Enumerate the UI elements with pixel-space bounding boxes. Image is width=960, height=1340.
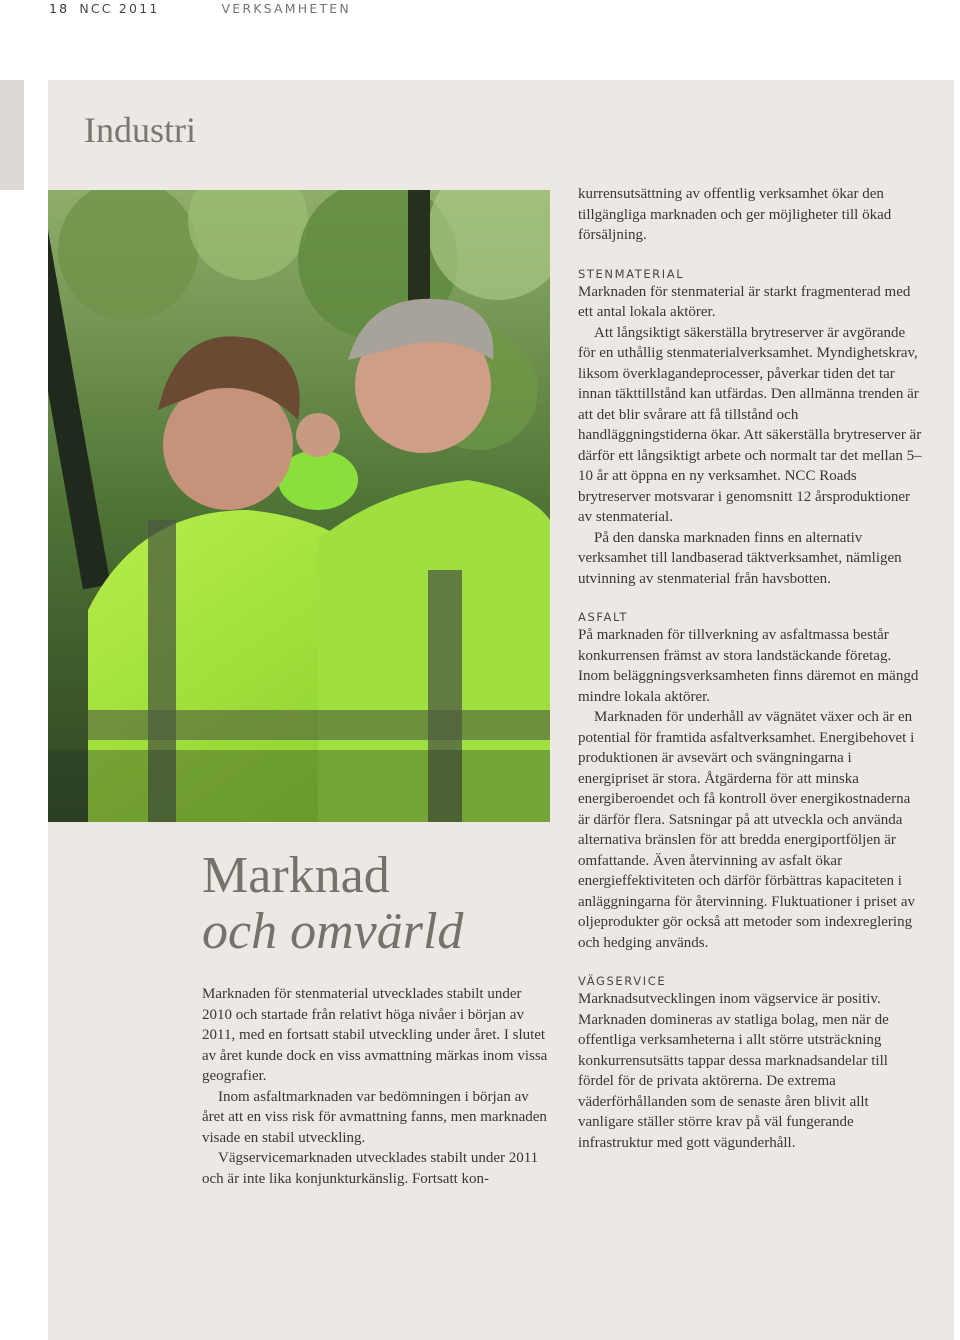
subheading-vagservice: VÄGSERVICE xyxy=(578,974,667,988)
asfalt-section xyxy=(578,609,923,953)
intro-paragraph: Marknaden för stenmaterial utvecklades stabilt under 2010 och startade från relativt höga nivåer i början av 2011, med en fortsatt stabil utveckling under året. I slutet av året kunde dock en viss avmattning märkas inom vissa geografier. xyxy=(202,986,548,1084)
page-header xyxy=(49,0,351,16)
subheading-stenmaterial: STENMATERIAL xyxy=(578,266,685,281)
publication-name: NCC 2011 xyxy=(79,0,160,16)
section-paragraph: På den danska marknaden finns en alternativ verksamhet till landbaserad täktverksamhet, nämligen utvinning av stenmaterial från havsbotten. xyxy=(578,529,902,587)
continuation-paragraph: kurrensutsättning av offentlig verksamhet ökar den tillgängliga marknaden och ger möjligheter till ökad försäljning. xyxy=(578,186,892,243)
section-paragraph: Marknaden för stenmaterial är starkt fragmenterad med ett antal lokala aktörer. xyxy=(578,283,911,320)
subheading-asfalt: ASFALT xyxy=(578,610,629,624)
vagservice-section xyxy=(578,973,923,1153)
stenmaterial-section xyxy=(578,266,923,590)
intro-block xyxy=(202,848,552,1189)
feature-title-line-1: Marknad xyxy=(202,847,390,904)
intro-text xyxy=(202,984,552,1189)
intro-paragraph: Vägservicemarknaden utvecklades stabilt under 2011 och är inte lika konjunkturkänslig. Fortsatt kon- xyxy=(202,1150,539,1187)
section-name: VERKSAMHETEN xyxy=(221,0,351,16)
section-paragraph: Marknadsutvecklingen inom vägservice är positiv. Marknaden domineras av statliga bolag, men när de offentliga verksamheterna i allt större utsträckning konkurrensutsätts tappar dessa marknadsandelar till fördel för de privata aktörerna. De extrema väderförhållanden som de senaste åren blivit allt vanligare ställer större krav på väl fungerande infrastruktur med gott vägunderhåll. xyxy=(578,991,889,1151)
right-column xyxy=(578,184,923,1173)
photo-two-workers-in-hi-vis-icon xyxy=(48,190,550,822)
section-paragraph: På marknaden för tillverkning av asfaltmassa består konkurrensen främst av stora landstäckande företag. Inom beläggningsverksamheten finns däremot en mängd mindre lokala aktörer. xyxy=(578,627,919,705)
continuation-block xyxy=(578,184,923,246)
intro-paragraph: Inom asfaltmarknaden var bedömningen i början av året att en viss risk för avmattning fanns, men marknaden visade en stabil utveckling. xyxy=(202,1088,547,1146)
section-title: Industri xyxy=(84,110,196,150)
section-paragraph: Att långsiktigt säkerställa brytreserver är avgörande för en uthållig stenmaterialverksamhet. Myndighetskrav, liksom överklagandeprocesser, påverkar tiden det tar innan täkttillstånd kan utfärdas. Den allmänna trenden är att det blir svårare att få tillstånd och handläggningstiderna ökar. Att säkerställa brytreserver är därför ett långsiktigt arbete och normalt tar det mellan 5–10 år att öppna en ny verksamhet. NCC Roads brytreserver motsvarar i genomsnitt 12 årsproduktioner av stenmaterial. xyxy=(578,324,922,525)
section-paragraph: Marknaden för underhåll av vägnätet växer och är en potential för framtida asfaltverksamhet. Energibehovet i produktionen är avsevärt och svängningarna i energipriset är stora. Åtgärderna för att minska energiberoendet och få kontroll över energikostnaderna är därför flera. Satsningar på att utveckla och använda alternativa bränslen för att bredda energiportföljen är omfattande. Även återvinning av asfalt ökar energieffektiviteten och därför förbättras kapaciteten i anläggningarna för återvinning. Fluktuationer i priset av oljeprodukter gör också att metoder som indexreglering och hedging används. xyxy=(578,709,915,951)
feature-title xyxy=(202,848,552,960)
section-tab xyxy=(0,80,24,190)
feature-title-line-2: och omvärld xyxy=(202,903,464,960)
page-number: 18 xyxy=(49,0,70,16)
